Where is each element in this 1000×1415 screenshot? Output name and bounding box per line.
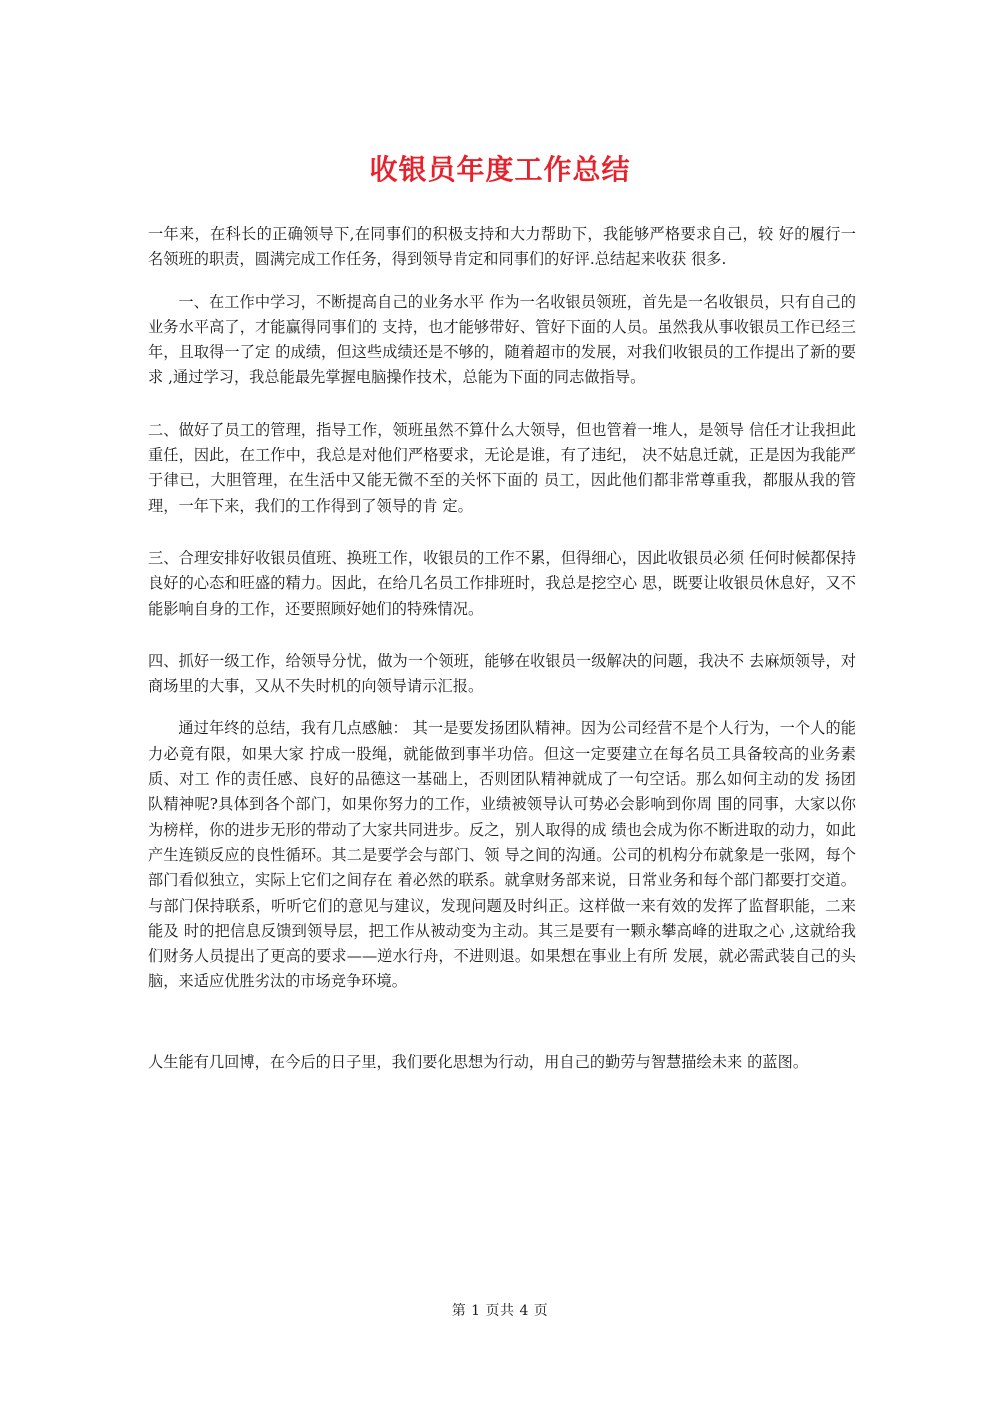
paragraph-reflection: 通过年终的总结，我有几点感触： 其一是要发扬团队精神。因为公司经营不是个人行为，一个人的能力必竟有限，如果大家 拧成一股绳，就能做到事半功倍。但这一定要建立在每名员工具备较高的业务素质、对工 作的责任感、良好的品德这一基础上，否则团队精神就成了一句空话。那么如何主动的发 扬团队精神呢?具体到各个部门，如果你努力的工作，业绩被领导认可势必会影响到你周 围的同事，大家以你为榜样，你的进步无形的带动了大家共同进步。反之，别人取得的成 绩也会成为你不断进取的动力，如此产生连锁反应的良性循环。其二是要学会与部门、领 导之间的沟通。公司的机构分布就象是一张网，每个部门看似独立，实际上它们之间存在 着必然的联系。就拿财务部来说，日常业务和每个部门都要打交道。与部门保持联系，听听它们的意见与建议，发现问题及时纠正。这样做一来有效的发挥了监督职能，二来能及 时的把信息反馈到领导层，把工作从被动变为主动。其三是要有一颗永攀高峰的进取之心 ,这就给我们财务人员提出了更高的要求——逆水行舟，不进则退。如果想在事业上有所 发展，就必需武装自己的头脑，来适应优胜劣汰的市场竞争环境。 [148, 719, 856, 991]
page-footer: 第 1 页共 4 页 [451, 1303, 549, 1319]
paragraph-section-one: 一、在工作中学习，不断提高自己的业务水平 作为一名收银员领班，首先是一名收银员，只有自己的业务水平高了，才能赢得同事们的 支持，也才能够带好、管好下面的人员。虽然我从事收银员工作已经三年，且取得一了定 的成绩，但这些成绩还是不够的，随着超市的发展，对我们收银员的工作提出了新的要求 ,通过学习，我总能最先掌握电脑操作技术，总能为下面的同志做指导。 [148, 292, 856, 387]
paragraph-section-three: 三、合理安排好收银员值班、换班工作，收银员的工作不累，但得细心，因此收银员必须 任何时候都保持良好的心态和旺盛的精力。因此，在给几名员工作排班时，我总是挖空心 思，既要让收银员休息好，又不能影响自身的工作，还要照顾好她们的特殊情况。 [148, 548, 856, 618]
paragraph-section-four: 四、抓好一级工作，给领导分忧，做为一个领班，能够在收银员一级解决的问题，我决不 去麻烦领导，对商场里的大事，又从不失时机的向领导请示汇报。 [148, 651, 856, 696]
paragraph-spacer [148, 622, 856, 649]
paragraph-intro: 一年来，在科长的正确领导下,在同事们的积极支持和大力帮助下，我能够严格要求自己，较 好的履行一名领班的职责，圆满完成工作任务，得到领导肯定和同事们的好评.总结起来收获 很多. [148, 225, 856, 269]
paragraph-spacer [148, 519, 856, 546]
paragraph-closing: 人生能有几回博，在今后的日子里，我们要化思想为行动，用自己的勤劳与智慧描绘未来 的蓝图。 [148, 1052, 809, 1071]
page-title: 收银员年度工作总结 [369, 153, 631, 186]
document-body [148, 222, 856, 1075]
paragraph-spacer [148, 391, 856, 418]
paragraph-spacer [148, 273, 856, 290]
paragraph-spacer [148, 995, 856, 1050]
paragraph-spacer [148, 699, 856, 716]
paragraph-section-two: 二、做好了员工的管理，指导工作，领班虽然不算什么大领导，但也管着一堆人，是领导 信任才让我担此重任，因此，在工作中，我总是对他们严格要求，无论是谁，有了违纪， 决不姑息迁就，正是因为我能严于律已，大胆管理，在生活中又能无微不至的关怀下面的 员工，因此他们都非常尊重我，都服从我的管理，一年下来，我们的工作得到了领导的肯 定。 [148, 420, 856, 515]
